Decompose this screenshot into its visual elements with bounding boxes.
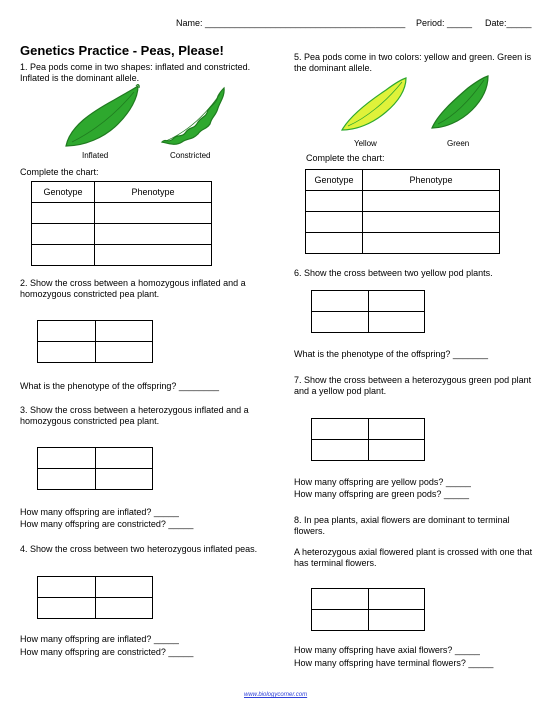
punnett-cell[interactable] [312,610,369,631]
chart-cell[interactable] [95,203,212,224]
constricted-pea-pod-icon [158,86,228,148]
chart-cell[interactable] [306,212,363,233]
chart-cell[interactable] [95,245,212,266]
punnett-cell[interactable] [368,291,425,312]
q8-answer-axial: How many offspring have axial flowers? _____ [294,645,480,655]
punnett-square-q8 [311,588,425,631]
complete-chart-label-left: Complete the chart: [20,167,99,177]
punnett-cell[interactable] [38,448,96,469]
q4-text: 4. Show the cross between two heterozygous inflated peas. [20,544,258,554]
punnett-cell[interactable] [368,419,425,440]
punnett-cell[interactable] [38,342,96,363]
q4-answer-constricted: How many offspring are constricted? _____ [20,647,194,657]
q2-answer: What is the phenotype of the offspring? ________ [20,381,219,391]
genotype-phenotype-chart-color [305,169,500,254]
punnett-square-q6 [311,290,425,333]
punnett-cell[interactable] [312,589,369,610]
punnett-square-q2 [37,320,153,363]
chart-cell[interactable] [306,191,363,212]
punnett-cell[interactable] [95,321,153,342]
footer-link[interactable]: www.biologycorner.com [244,692,308,698]
q8-description: A heterozygous axial flowered plant is crossed with one that has terminal flowers. [294,547,533,568]
punnett-cell[interactable] [38,577,96,598]
q4-answer-inflated: How many offspring are inflated? _____ [20,634,179,644]
chart-cell[interactable] [32,203,95,224]
inflated-caption: Inflated [82,151,109,160]
green-caption: Green [447,139,470,148]
punnett-cell[interactable] [368,589,425,610]
q3-text: 3. Show the cross between a heterozygous inflated and a homozygous constricted pea plant. [20,405,249,426]
punnett-cell[interactable] [95,598,153,619]
inflated-pea-pod-icon [62,84,142,150]
punnett-cell[interactable] [312,312,369,333]
q7-answer-green: How many offspring are green pods? _____ [294,489,469,499]
punnett-cell[interactable] [95,342,153,363]
chart-cell[interactable] [306,233,363,254]
q8-text: 8. In pea plants, axial flowers are dominant to terminal flowers. [294,515,510,536]
q8-answer-terminal: How many offspring have terminal flowers? _____ [294,658,494,668]
q3-answer-constricted: How many offspring are constricted? _____ [20,519,194,529]
q2-text: 2. Show the cross between a homozygous inflated and a homozygous constricted pea plant. [20,278,246,299]
date-field-label: Date:_____ [485,18,532,28]
punnett-square-q4 [37,576,153,619]
complete-chart-label-right: Complete the chart: [306,153,385,163]
q7-answer-yellow: How many offspring are yellow pods? _____ [294,477,471,487]
page-title: Genetics Practice - Peas, Please! [20,43,224,58]
punnett-cell[interactable] [312,419,369,440]
constricted-caption: Constricted [170,151,211,160]
punnett-cell[interactable] [312,440,369,461]
punnett-cell[interactable] [95,448,153,469]
genotype-phenotype-chart-shape [31,181,212,266]
yellow-caption: Yellow [354,139,377,148]
q3-answer-inflated: How many offspring are inflated? _____ [20,507,179,517]
name-field-label: Name: ________________________________________ [176,18,406,28]
chart-header-genotype: Genotype [32,182,95,203]
punnett-cell[interactable] [368,610,425,631]
q6-text: 6. Show the cross between two yellow pod plants. [294,268,493,278]
q6-answer: What is the phenotype of the offspring? _______ [294,349,488,359]
punnett-cell[interactable] [368,440,425,461]
period-field-label: Period: _____ [416,18,473,28]
chart-header-phenotype: Phenotype [363,170,500,191]
q1-text: 1. Pea pods come in two shapes: inflated and constricted. Inflated is the dominant allele. [20,62,251,83]
punnett-square-q3 [37,447,153,490]
chart-cell[interactable] [363,212,500,233]
punnett-cell[interactable] [38,598,96,619]
chart-cell[interactable] [95,224,212,245]
chart-header-phenotype: Phenotype [95,182,212,203]
punnett-cell[interactable] [368,312,425,333]
yellow-pea-pod-icon [338,76,410,134]
punnett-cell[interactable] [38,469,96,490]
punnett-cell[interactable] [312,291,369,312]
chart-header-genotype: Genotype [306,170,363,191]
chart-cell[interactable] [32,245,95,266]
punnett-square-q7 [311,418,425,461]
q5-text: 5. Pea pods come in two colors: yellow and green. Green is the dominant allele. [294,52,532,73]
q7-text: 7. Show the cross between a heterozygous green pod plant and a yellow pod plant. [294,375,532,396]
chart-cell[interactable] [363,233,500,254]
chart-cell[interactable] [32,224,95,245]
punnett-cell[interactable] [95,469,153,490]
chart-cell[interactable] [363,191,500,212]
punnett-cell[interactable] [38,321,96,342]
green-pea-pod-icon [428,74,492,132]
punnett-cell[interactable] [95,577,153,598]
